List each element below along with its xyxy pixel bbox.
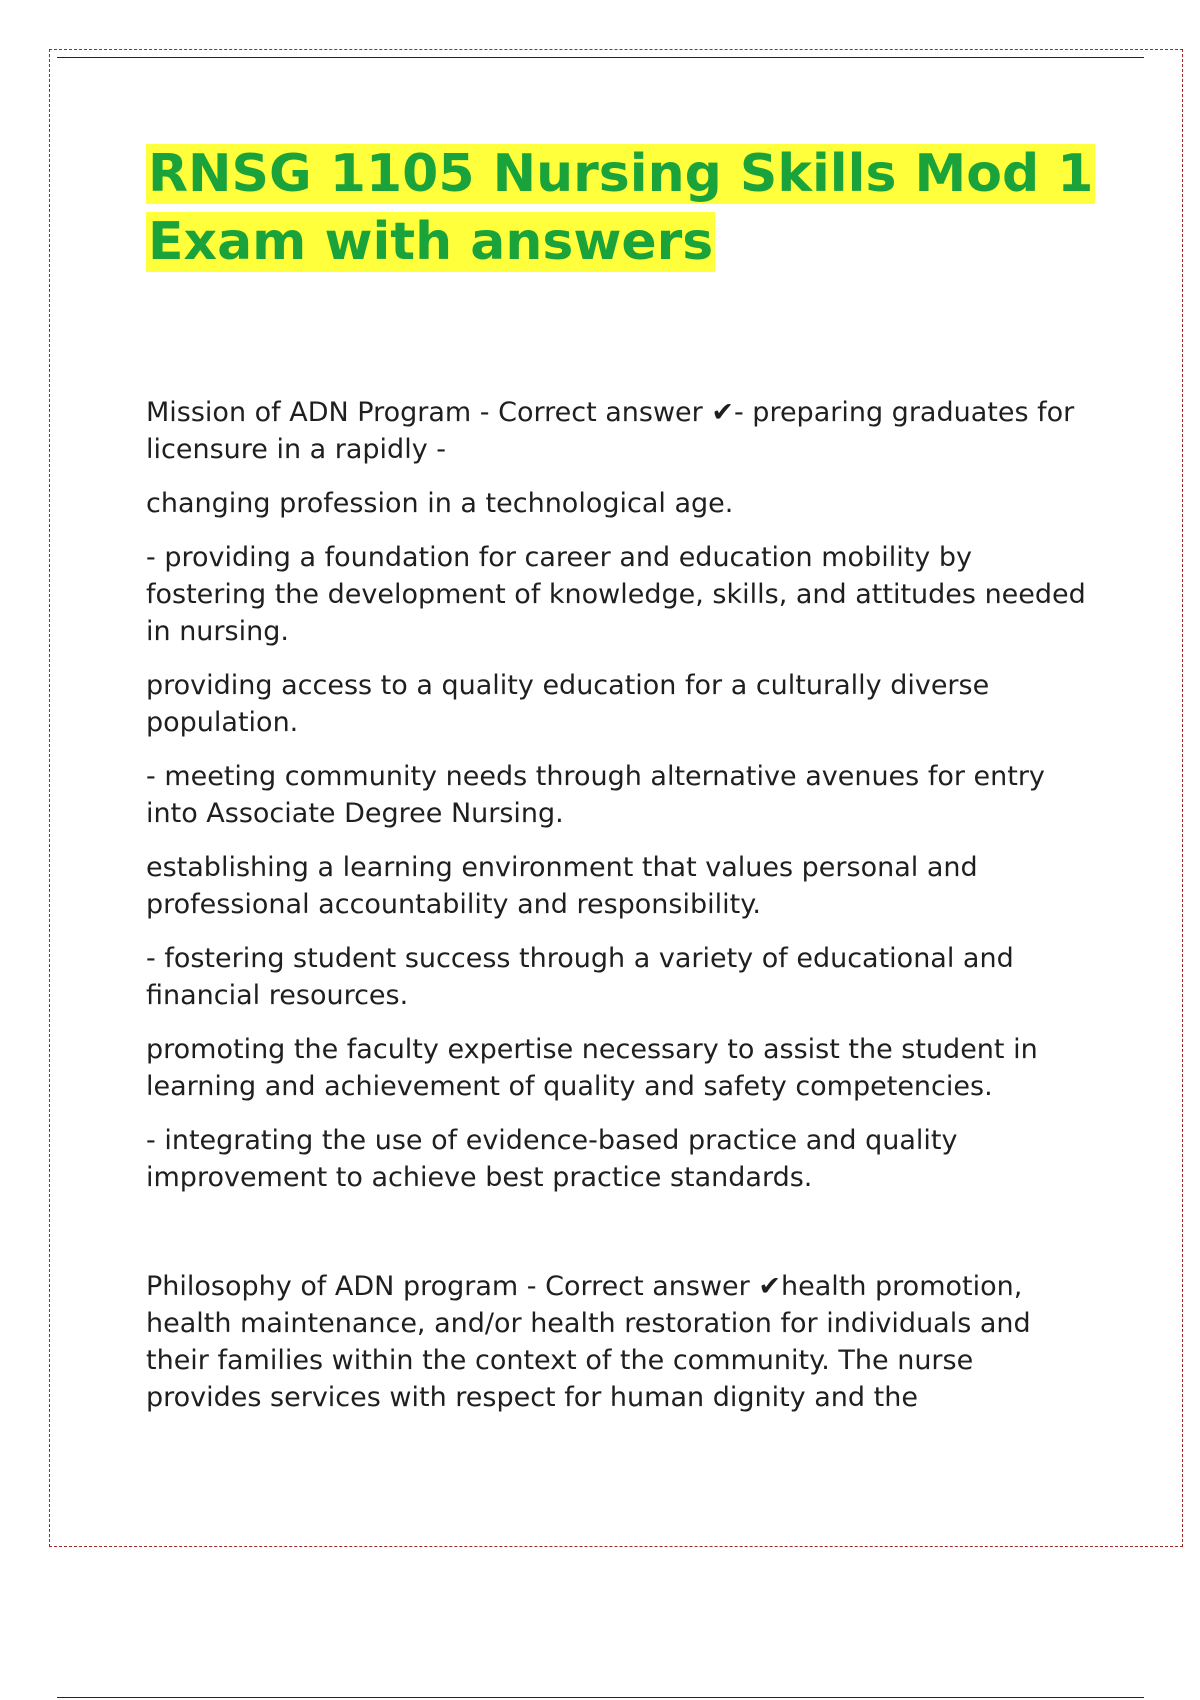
paragraph-foundation: - providing a foundation for career and education mobility by fostering the development of knowledge, skills, and attitudes needed in nursing. [146,542,1086,647]
paragraph-student-success: - fostering student success through a variety of educational and financial resources. [146,943,1014,1011]
paragraph-learning-environment: establishing a learning environment that values personal and professional accountability and responsibility. [146,852,978,920]
paragraph-philosophy: Philosophy of ADN program - Correct answer ✔health promotion, health maintenance, and/or health restoration for individuals and their families within the context of the community. The nurse provides services with respect for human dignity and the [146,1271,1031,1413]
document-title-highlight: RNSG 1105 Nursing Skills Mod 1 Exam with answers [148,144,1094,272]
footer-rule [57,1697,1144,1698]
document-content [146,140,1096,1433]
paragraph-access: providing access to a quality education for a culturally diverse population. [146,670,990,738]
paragraph-mission-continued: changing profession in a technological age. [146,488,734,519]
paragraph-evidence-based: - integrating the use of evidence-based practice and quality improvement to achieve best practice standards. [146,1125,958,1193]
paragraph-community-needs: - meeting community needs through alternative avenues for entry into Associate Degree Nursing. [146,761,1045,829]
document-title [146,140,1096,276]
paragraph-mission-intro: Mission of ADN Program - Correct answer ✔- preparing graduates for licensure in a rapidly - [146,397,1075,465]
paragraph-faculty-expertise: promoting the faculty expertise necessary to assist the student in learning and achievement of quality and safety competencies. [146,1034,1038,1102]
header-rule [57,57,1144,58]
document-body [146,394,1096,1416]
